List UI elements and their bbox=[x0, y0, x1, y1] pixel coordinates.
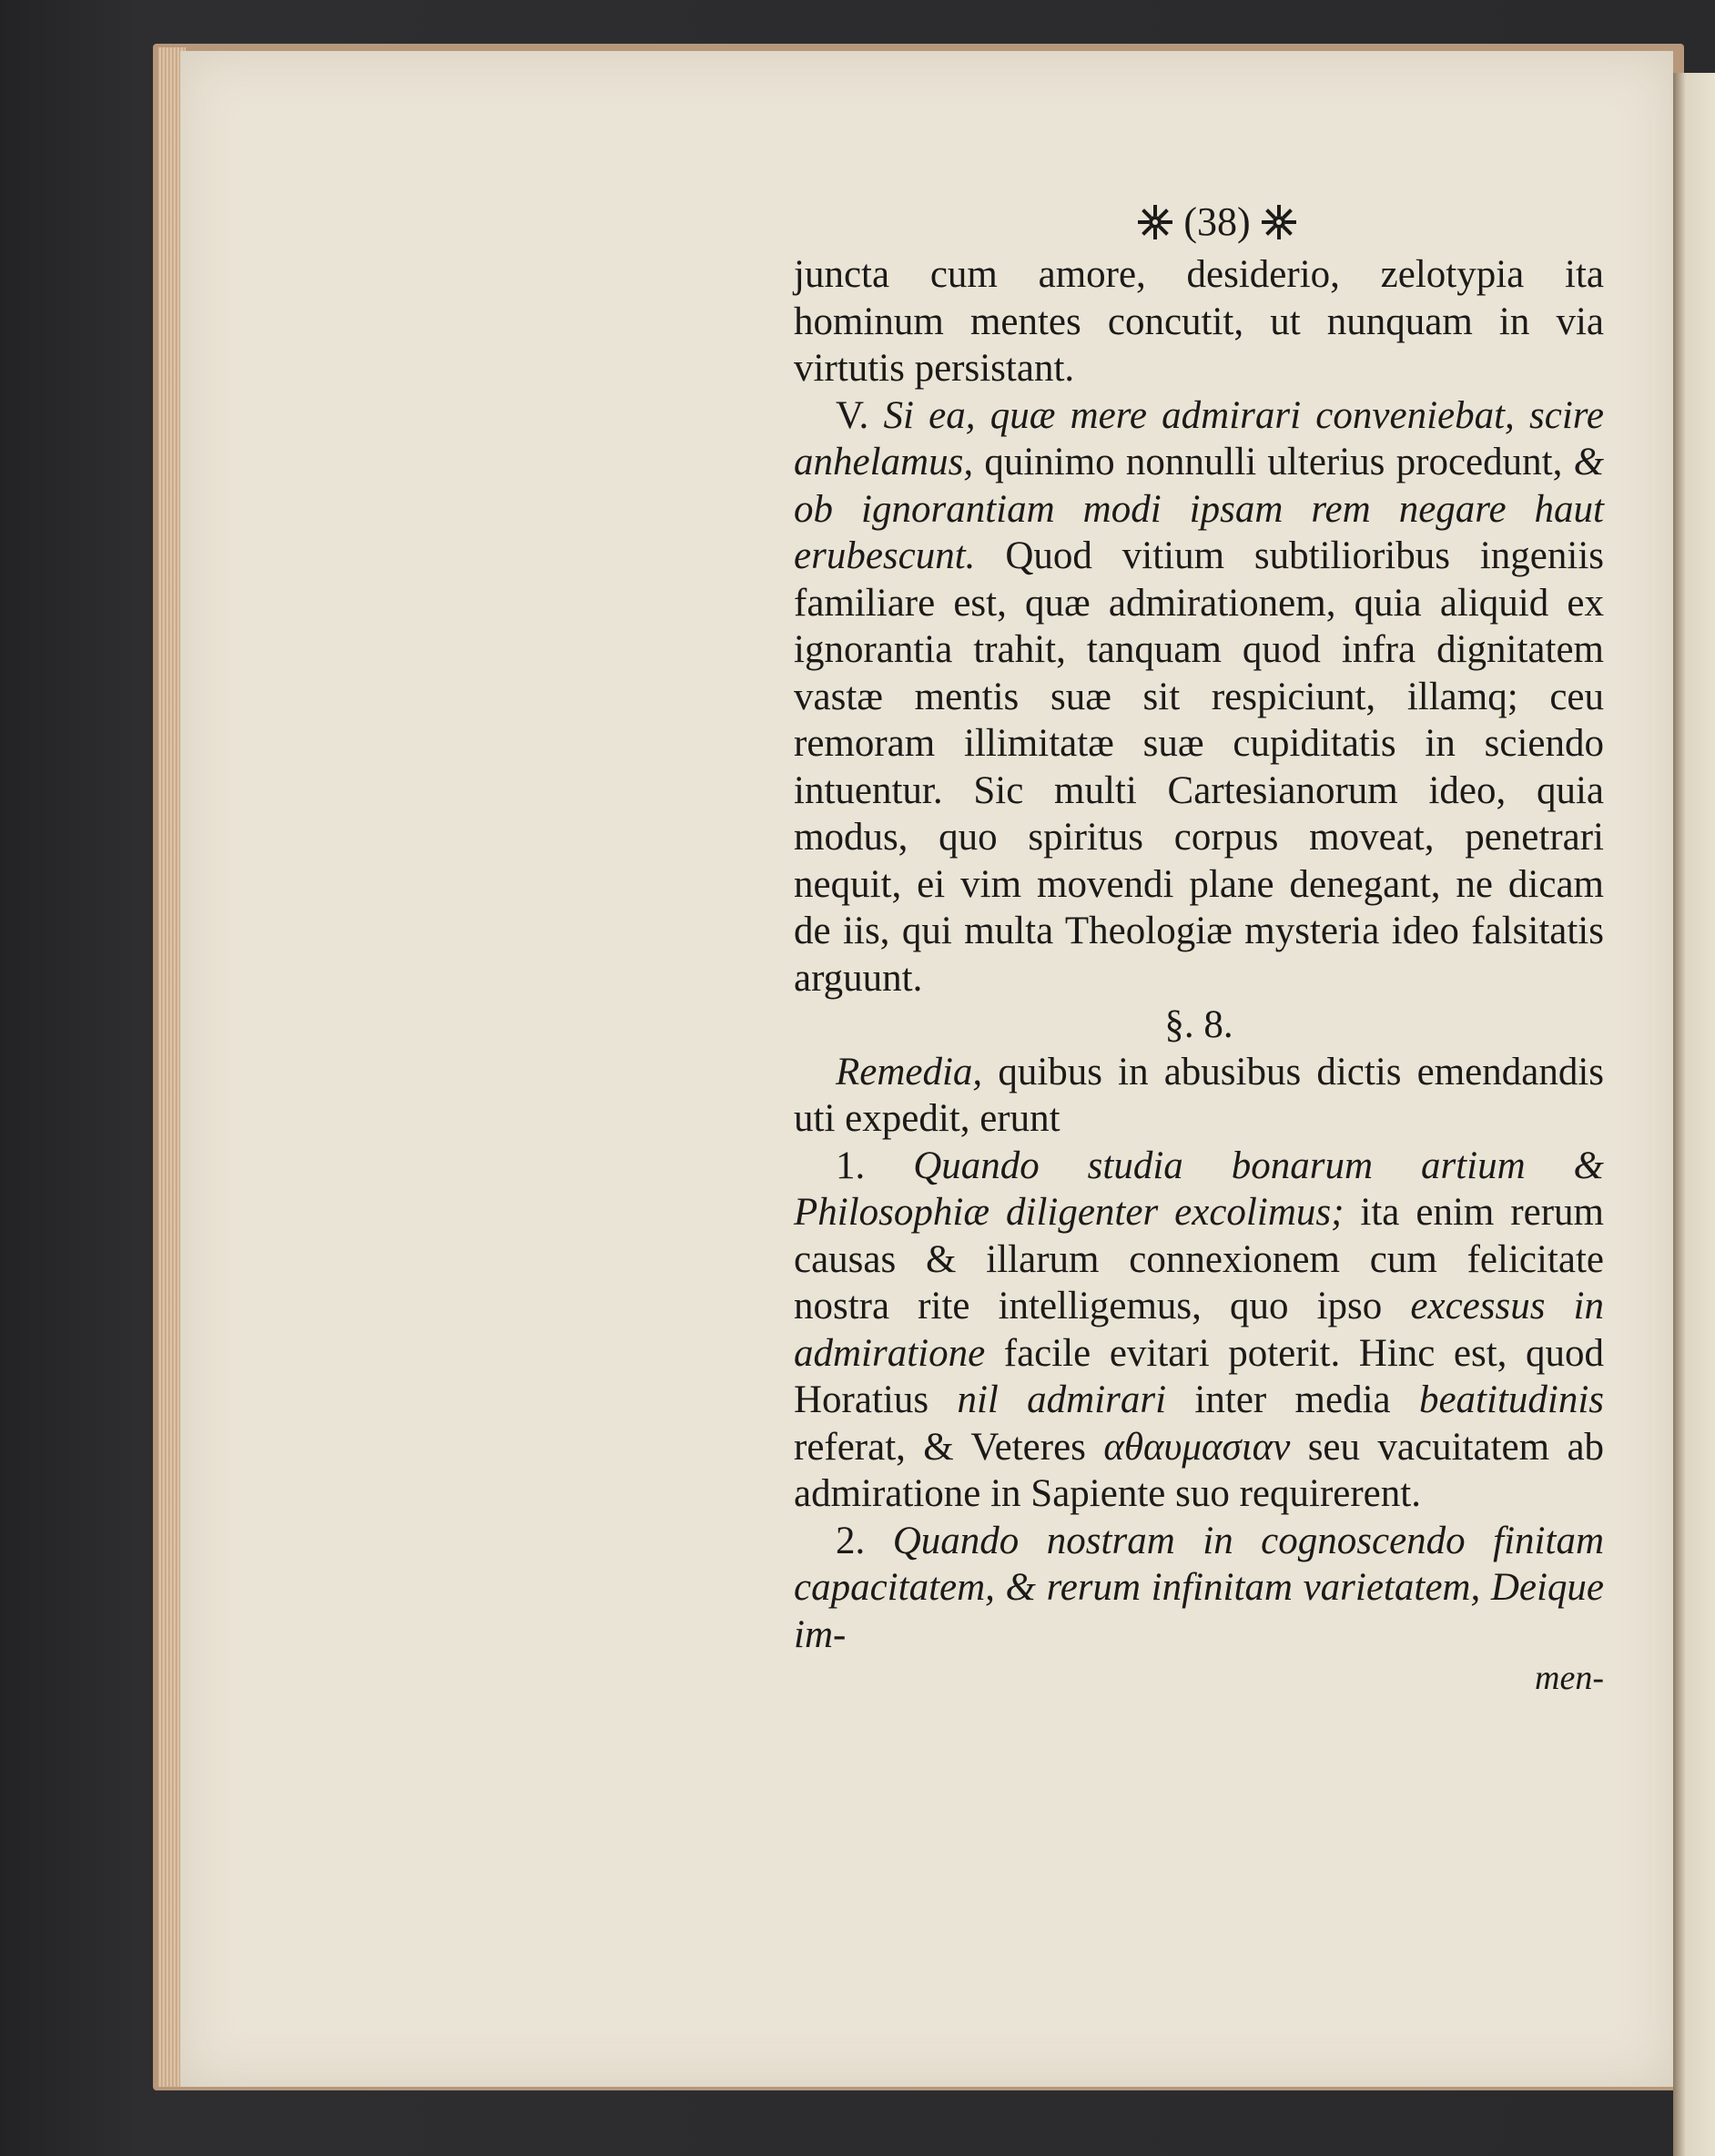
item-1-text-5: seu vacuitatem ab admiratione in Sapiente suo requirerent. bbox=[794, 1425, 1605, 1515]
paragraph-1-text: juncta cum amore, desiderio, zelotypia ita hominum mentes concutit, ut nunquam in via virtutis persistant. bbox=[794, 253, 1604, 390]
paragraph-V-text-2: Quod vitium subtilioribus ingeniis familiare est, quæ admirationem, quia aliquid ex ignorantia trahit, tanquam quod infra dignitatem vastæ mentis suæ sit respiciunt, illamq; ceu remoram illimitatæ suæ cupiditatis in sciendo intuentur. Sic multi Cartesianorum ideo, quia modus, quo spiritus corpus moveat, penetrari nequit, ei vim movendi plane denegant, ne dicam de iis, qui multa Theologiæ mysteria ideo falsitatis arguunt. bbox=[794, 534, 1604, 1000]
item-1-italic-1: Quando studia bonarum artium & Philosophiæ diligenter excolimus; bbox=[794, 1144, 1604, 1234]
item-1-text-1: ita enim rerum causas & illarum connexionem cum felicitate nostra rite intelligemus, quo ipso bbox=[794, 1191, 1604, 1327]
page-header bbox=[830, 193, 1604, 251]
paragraph-V bbox=[794, 392, 1604, 1002]
paragraph-item-1 bbox=[794, 1143, 1604, 1518]
rosette-ornament-right-icon bbox=[1261, 204, 1297, 240]
section-heading: §. 8. bbox=[1164, 1003, 1233, 1046]
facing-page-edge bbox=[1673, 73, 1715, 2156]
paragraph-remedia-italic: Remedia, bbox=[836, 1050, 983, 1093]
item-1-italic-4: beatitudinis bbox=[1418, 1378, 1605, 1421]
page-number: (38) bbox=[1183, 199, 1251, 244]
item-1-italic-3: nil admirari bbox=[957, 1378, 1167, 1421]
page-text-block bbox=[794, 193, 1604, 1698]
item-1-text-4: referat, & Veteres bbox=[794, 1425, 1086, 1469]
paragraph-item-2 bbox=[794, 1518, 1604, 1659]
item-2-italic: Quando nostram in cognoscendo finitam capacitatem, & rerum infinitam varietatem, Deique im- bbox=[794, 1519, 1604, 1656]
item-1-greek-word: αθαυμασιαν bbox=[1103, 1425, 1291, 1469]
item-1-text-2: facile evitari poterit. Hinc est, quod Horatius bbox=[794, 1331, 1604, 1421]
paragraph-V-italic-2: & ob ignorantiam modi ipsam rem negare haut erubescunt. bbox=[794, 441, 1605, 577]
rosette-ornament-left-icon bbox=[1137, 204, 1173, 240]
paragraph-1 bbox=[794, 251, 1604, 392]
item-1-text-3: inter media bbox=[1194, 1378, 1391, 1421]
paragraph-remedia-text: quibus in abusibus dictis emendandis uti expedit, erunt bbox=[794, 1050, 1605, 1140]
paragraph-V-number: V. bbox=[836, 393, 869, 437]
paragraph-V-italic-1: Si ea, quæ mere admirari conveniebat, scire anhelamus, bbox=[794, 393, 1604, 483]
catchword: men- bbox=[1535, 1659, 1604, 1697]
paragraph-V-text-1: quinimo nonnulli ulterius procedunt, bbox=[984, 441, 1563, 483]
item-1-number: 1. bbox=[836, 1144, 866, 1187]
paragraph-remedia bbox=[794, 1049, 1604, 1143]
item-1-italic-2: excessus in admiratione bbox=[794, 1285, 1604, 1375]
item-2-number: 2. bbox=[836, 1519, 866, 1562]
